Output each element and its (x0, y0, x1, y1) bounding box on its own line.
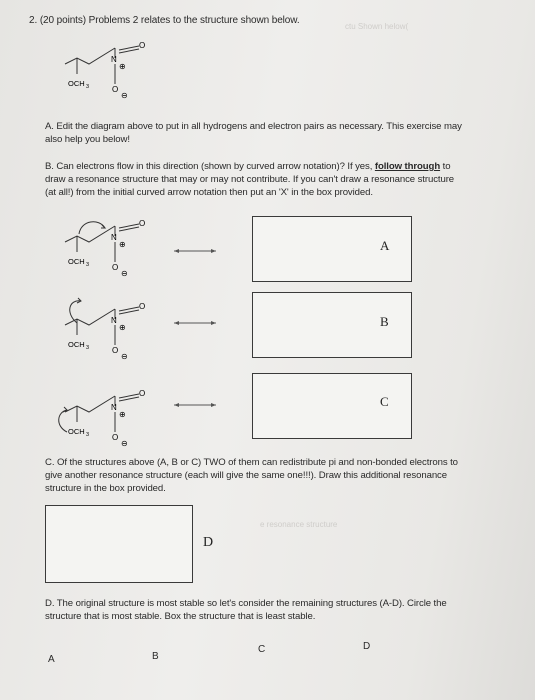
svg-text:O: O (112, 433, 119, 442)
oxygen-label: O (139, 41, 146, 50)
arrow-to-c (170, 398, 220, 412)
structure-b (55, 295, 175, 367)
svg-text:⊖: ⊖ (121, 269, 128, 278)
svg-text:OCH: OCH (68, 340, 85, 349)
choice-a[interactable]: A (48, 654, 55, 665)
svg-text:⊕: ⊕ (119, 240, 126, 249)
bleed-through-text: ctu Shown helow( (345, 22, 409, 31)
oxygen-label: O (112, 85, 119, 94)
svg-text:3: 3 (86, 345, 90, 351)
svg-text:N: N (111, 316, 117, 325)
svg-text:⊖: ⊖ (121, 352, 128, 361)
svg-text:O: O (112, 263, 119, 272)
svg-text:N: N (111, 233, 117, 242)
structure-a (55, 212, 175, 282)
part-b-line-2: draw a resonance structure that may or may not contribute. If you can't draw a resonance structure (45, 174, 455, 185)
svg-text:⊖: ⊖ (121, 439, 128, 448)
arrow-to-a (170, 244, 220, 258)
svg-text:OCH: OCH (68, 427, 85, 436)
methoxy-subscript: 3 (86, 84, 90, 90)
svg-text:O: O (139, 219, 146, 228)
part-b-line-3: (at all!) from the initial curved arrow notation then put an 'X' in the box provided. (45, 187, 373, 198)
part-c-line-2: give another resonance structure (each will give the same one!!!). Draw this additional resonance (45, 470, 447, 481)
svg-text:OCH: OCH (68, 257, 85, 266)
choice-c[interactable]: C (258, 644, 266, 655)
svg-text:N: N (111, 403, 117, 412)
part-b-line-1: B. Can electrons flow in this direction (shown by curved arrow notation)? If yes, follow through to (45, 161, 451, 172)
part-c-line-3: structure in the box provided. (45, 483, 166, 494)
negative-charge-icon: ⊖ (121, 91, 128, 100)
svg-text:O: O (139, 302, 146, 311)
nitrogen-label: N (111, 55, 117, 64)
box-label-b: B (380, 314, 389, 329)
svg-text:⊕: ⊕ (119, 410, 126, 419)
svg-text:3: 3 (86, 262, 90, 268)
question-title: 2. (20 points) Problems 2 relates to the structure shown below. (29, 15, 300, 26)
svg-text:3: 3 (86, 432, 90, 438)
part-d-line-1: D. The original structure is most stable so let's consider the remaining structures (A-D). Circle the (45, 598, 447, 609)
part-a-line-1: A. Edit the diagram above to put in all hydrogens and electron pairs as necessary. This exercise may (45, 121, 462, 132)
structure-c (45, 382, 175, 454)
arrow-to-b (170, 316, 220, 330)
part-c-line-1: C. Of the structures above (A, B or C) TWO of them can redistribute pi and non-bonded electrons to (45, 457, 458, 468)
part-a-line-2: also help you below! (45, 134, 130, 145)
box-label-d: D (203, 535, 214, 550)
original-structure (55, 36, 175, 108)
positive-charge-icon: ⊕ (119, 62, 126, 71)
svg-text:O: O (139, 389, 146, 398)
part-d-line-2: structure that is most stable. Box the structure that is least stable. (45, 611, 316, 622)
svg-text:⊕: ⊕ (119, 323, 126, 332)
methoxy-label: OCH (68, 79, 85, 88)
box-label-c: C (380, 394, 389, 409)
svg-text:O: O (112, 346, 119, 355)
answer-box-d[interactable] (45, 505, 193, 583)
choice-b[interactable]: B (152, 651, 159, 662)
bleed-through-text: e resonance structure (260, 520, 338, 529)
box-label-a: A (380, 238, 390, 253)
choice-d[interactable]: D (363, 641, 371, 652)
